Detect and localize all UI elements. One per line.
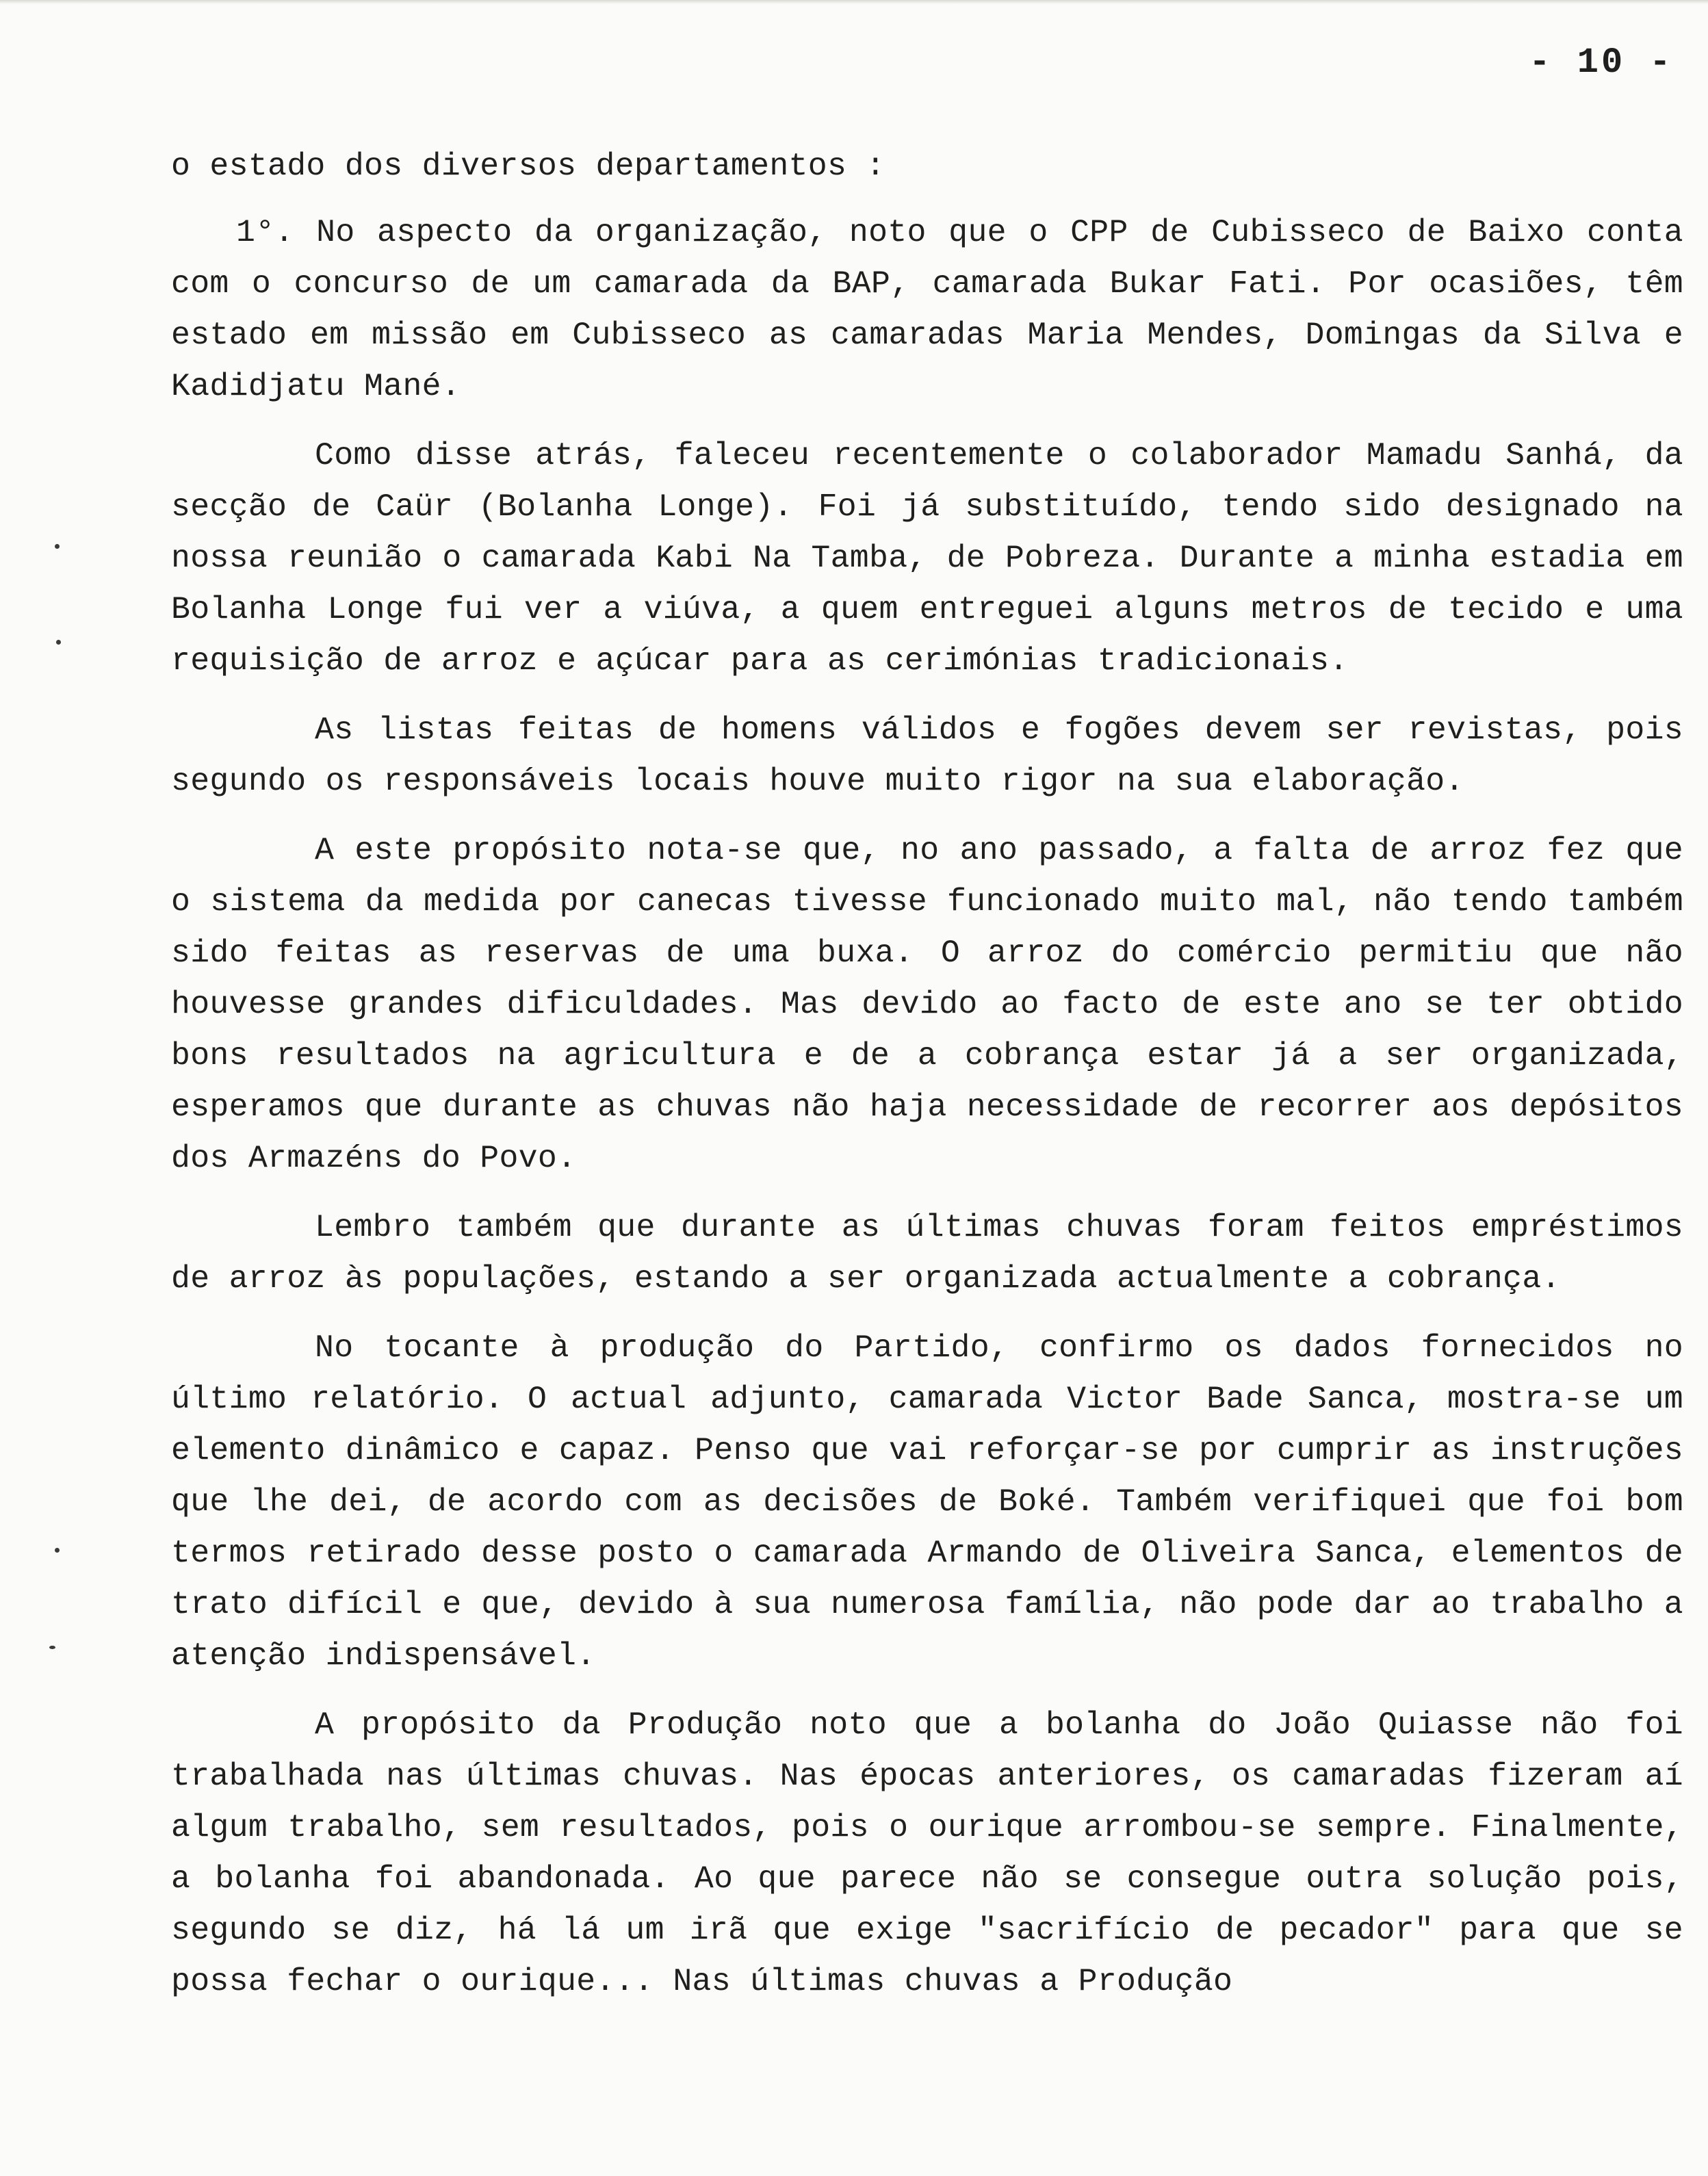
paragraph-intro: o estado dos diversos departamentos : bbox=[171, 148, 885, 184]
page-number: - 10 - bbox=[1529, 42, 1674, 83]
paragraph-lists: As listas feitas de homens válidos e fogões devem ser revistas, pois segundo os responsáveis locais houve muito rigor na sua elaboração. bbox=[171, 712, 1683, 799]
margin-dot bbox=[49, 1646, 55, 1649]
paragraph-bolanha: A propósito da Produção noto que a bolanha do João Quiasse não foi trabalhada nas últimas chuvas. Nas épocas anteriores, os camaradas fizeram aí algum trabalho, sem resultados, pois o ourique arrombou-se sempre. Finalmente, a bolanha foi abandonada. Ao que parece não se consegue outra solução pois, segundo se diz, há lá um irã que exige "sacrifício de pecador" para que se possa fechar o ourique... Nas últimas chuvas a Produção bbox=[171, 1707, 1683, 1999]
margin-dot bbox=[55, 1548, 60, 1553]
page-edge bbox=[0, 0, 1708, 4]
paragraph-organization: 1°. No aspecto da organização, noto que o CPP de Cubisseco de Baixo conta com o concurso de um camarada da BAP, camarada Bukar Fati. Por ocasiões, têm estado em missão em Cubisseco as camaradas Maria Mendes, Domingas da Silva e Kadidjatu Mané. bbox=[171, 214, 1683, 404]
paragraph-party-production: No tocante à produção do Partido, confirmo os dados fornecidos no último relatório. O actual adjunto, camarada Victor Bade Sanca, mostra-se um elemento dinâmico e capaz. Penso que vai reforçar-se por cumprir as instruções que lhe dei, de acordo com as decisões de Boké. Também verifiquei que foi bom termos retirado desse posto o camarada Armando de Oliveira Sanca, elementos de trato difícil e que, devido à sua numerosa família, não pode dar ao trabalho a atenção indispensável. bbox=[171, 1330, 1683, 1674]
margin-dot bbox=[55, 544, 60, 549]
paragraph-rice: A este propósito nota-se que, no ano passado, a falta de arroz fez que o sistema da medida por canecas tivesse funcionado muito mal, não tendo também sido feitas as reservas de uma buxa. O arroz do comércio permitiu que não houvesse grandes dificuldades. Mas devido ao facto de este ano se ter obtido bons resultados na agricultura e de a cobrança estar já a ser organizada, esperamos que durante as chuvas não haja necessidade de recorrer aos depósitos dos Armazéns do Povo. bbox=[171, 832, 1683, 1176]
paragraph-loans: Lembro também que durante as últimas chuvas foram feitos empréstimos de arroz às populações, estando a ser organizada actualmente a cobrança. bbox=[171, 1209, 1683, 1297]
document-body bbox=[171, 140, 1683, 2025]
paragraph-collaborator: Como disse atrás, faleceu recentemente o colaborador Mamadu Sanhá, da secção de Caür (Bolanha Longe). Foi já substituído, tendo sido designado na nossa reunião o camarada Kabi Na Tamba, de Pobreza. Durante a minha estadia em Bolanha Longe fui ver a viúva, a quem entreguei alguns metros de tecido e uma requisição de arroz e açúcar para as cerimónias tradicionais. bbox=[171, 437, 1683, 679]
margin-dot bbox=[56, 640, 61, 645]
